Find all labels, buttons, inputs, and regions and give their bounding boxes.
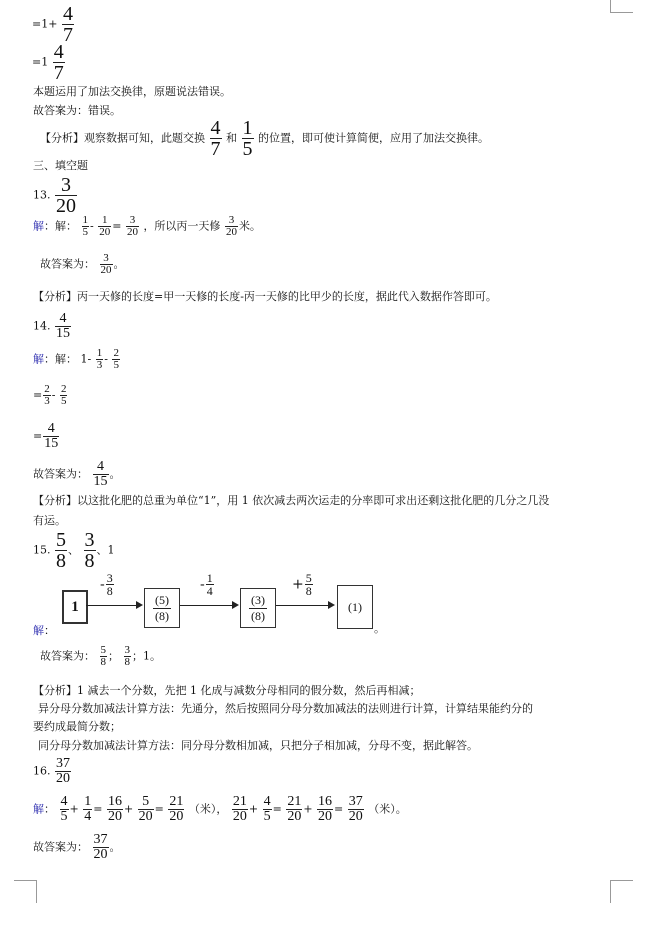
fraction-4-7: $\frac{4}{7}$ (62, 3, 73, 46)
analysis-14-line-2: 有运。 (33, 514, 66, 527)
diagram-end-period: 。 (374, 622, 385, 635)
fraction-2-3: $\frac{2}{3}$ (44, 383, 50, 407)
fraction-21-20: $\frac{21}{20}$ (169, 794, 184, 824)
start-box: 1 (62, 590, 88, 624)
fraction-5-8: $\frac{5}{8}$ (305, 571, 312, 598)
q14-solution: 解：解： 1- $\frac{1}{3}$ - $\frac{2}{5}$ (33, 347, 119, 371)
q16-solution: 解： $\frac{4}{5}$ + $\frac{1}{4}$ = $\frac{16}{20}$ + $\frac{5}{20}$ = $\frac{21}{20}$ （米）， $\frac{21}{20}$ + $\frac{4}{5}$ = $\frac{21}{20}$ + $\frac{16}{20}$ = $\frac{37}{20}$ （米）。 (33, 794, 407, 824)
q14-step-2: = $\frac{2}{3}$ - $\frac{2}{5}$ (33, 383, 67, 407)
fraction-16-20: $\frac{16}{20}$ (107, 794, 122, 824)
arrow-2-head (232, 601, 239, 609)
equation-line-2 (32, 42, 66, 83)
operation-2: - $\frac{1}{4}$ (200, 571, 213, 598)
fraction-1-5: $\frac{1}{5}$ (242, 117, 253, 160)
fraction-1-20: $\frac{1}{20}$ (99, 214, 111, 238)
fraction-4-7: $\frac{4}{7}$ (53, 41, 64, 84)
fraction-37-20: $\frac{37}{20}$ (56, 756, 70, 786)
fraction-3-8: $\frac{3}{8}$ (106, 571, 113, 598)
fraction-4-15: $\frac{4}{15}$ (44, 421, 59, 451)
fraction-3-8: $\frac{3}{8}$ (124, 644, 130, 668)
question-15-answer: 15. $\frac{5}{8}$ 、 $\frac{3}{8}$ 、1 (33, 529, 115, 572)
q15-jie-label: 解： (33, 624, 55, 637)
fraction-box-5-8: (5) (8) (144, 588, 180, 628)
fraction-5-8: $\frac{5}{8}$ (56, 529, 66, 572)
fraction-3-20: $\frac{3}{20}$ (126, 214, 138, 238)
corner-mark-bottom-right (610, 880, 633, 903)
fraction-3-20: $\frac{3}{20}$ (225, 214, 237, 238)
question-13-answer: 13. $\frac{3}{20}$ (33, 174, 76, 217)
fraction-3-20: $\frac{3}{20}$ (100, 252, 112, 276)
analysis-14-line-1: 【分析】以这批化肥的总重为单位“1”，用 1 依次减去两次运走的分率即可求出还剩这批化肥的几分之几没 (33, 494, 550, 507)
fraction-37-20: $\frac{37}{20}$ (348, 794, 363, 824)
analysis-13: 【分析】丙一天修的长度=甲一天修的长度-丙一天修的比甲少的长度，据此代入数据作答即可。 (33, 290, 497, 303)
analysis-1: 【分析】观察数据可知，此题交换 $\frac{4}{7}$ 和 $\frac{1}{5}$ 的位置，即可使计算简便，应用了加法交换律。 (40, 117, 489, 160)
add-law-text: 本题运用了加法交换律，原题说法错误。 (33, 85, 231, 98)
arrow-2 (180, 605, 232, 606)
fraction-1-4: $\frac{1}{4}$ (206, 571, 213, 598)
question-16-answer: 16. $\frac{37}{20}$ (33, 756, 70, 786)
q16-answer-line: 故答案为： $\frac{37}{20}$ 。 (33, 832, 121, 862)
arrow-1 (86, 605, 136, 606)
analysis-15-line-2: 异分母分数加减法计算方法：先通分，然后按照同分母分数加减法的法则进行计算，计算结果能约分的 (38, 702, 533, 715)
fraction-4-7: $\frac{4}{7}$ (210, 117, 221, 160)
fraction-4-5: $\frac{4}{5}$ (263, 794, 271, 824)
eq-prefix: =1 (32, 55, 49, 69)
q14-step-3: = $\frac{4}{15}$ (33, 421, 59, 451)
equation-line-1 (32, 4, 75, 45)
fraction-3-8: $\frac{3}{8}$ (84, 529, 95, 572)
fraction-1-4: $\frac{1}{4}$ (84, 794, 92, 824)
arrow-3 (276, 605, 328, 606)
q14-answer-line: 故答案为： $\frac{4}{15}$ 。 (33, 459, 121, 489)
analysis-15-line-1: 【分析】1 减去一个分数，先把 1 化成与减数分母相同的假分数，然后再相减； (33, 684, 421, 697)
fraction-16-20: $\frac{16}{20}$ (318, 794, 333, 824)
fraction-2-5: $\frac{2}{5}$ (113, 347, 119, 371)
eq-prefix: =1+ (32, 17, 58, 31)
fraction-5-20: $\frac{5}{20}$ (138, 794, 153, 824)
question-14-answer: 14. $\frac{4}{15}$ (33, 311, 70, 341)
fraction-4-5: $\frac{4}{5}$ (60, 794, 68, 824)
operation-1: - $\frac{3}{8}$ (100, 571, 113, 598)
fraction-4-15: $\frac{4}{15}$ (56, 311, 70, 341)
result-box: (1) (337, 585, 373, 629)
fraction-3-20: $\frac{3}{20}$ (56, 174, 76, 217)
fraction-4-15: $\frac{4}{15}$ (93, 459, 108, 489)
fraction-2-5: $\frac{2}{5}$ (60, 383, 67, 407)
q13-answer-line: 故答案为： $\frac{3}{20}$ 。 (40, 252, 125, 276)
q13-solution: 解：解： $\frac{1}{5}$ - $\frac{1}{20}$ = $\frac{3}{20}$ ，所以丙一天修 $\frac{3}{20}$ 米。 (33, 214, 261, 238)
analysis-15-line-4: 同分母分数加减法计算方法：同分母分数相加减，只把分子相加减，分母不变，据此解答。 (38, 739, 478, 752)
fraction-37-20: $\frac{37}{20}$ (93, 832, 108, 862)
q15-answer-line: 故答案为： $\frac{5}{8}$ ； $\frac{3}{8}$ ；1。 (40, 644, 161, 668)
fraction-1-5: $\frac{1}{5}$ (82, 214, 88, 238)
operation-3: + $\frac{5}{8}$ (292, 571, 312, 598)
arrow-3-head (328, 601, 335, 609)
corner-mark-bottom-left (14, 880, 37, 903)
fraction-box-3-8: (3) (8) (240, 588, 276, 628)
arrow-1-head (136, 601, 143, 609)
fraction-21-20: $\frac{21}{20}$ (287, 794, 302, 824)
fraction-5-8: $\frac{5}{8}$ (100, 644, 106, 668)
fraction-1-3: $\frac{1}{3}$ (96, 347, 103, 371)
corner-mark-top-right (610, 0, 633, 13)
analysis-15-line-3: 要约成最简分数； (33, 720, 121, 733)
answer-wrong: 故答案为：错误。 (33, 104, 121, 117)
section-heading: 三、填空题 (33, 159, 88, 172)
fraction-21-20: $\frac{21}{20}$ (232, 794, 247, 824)
